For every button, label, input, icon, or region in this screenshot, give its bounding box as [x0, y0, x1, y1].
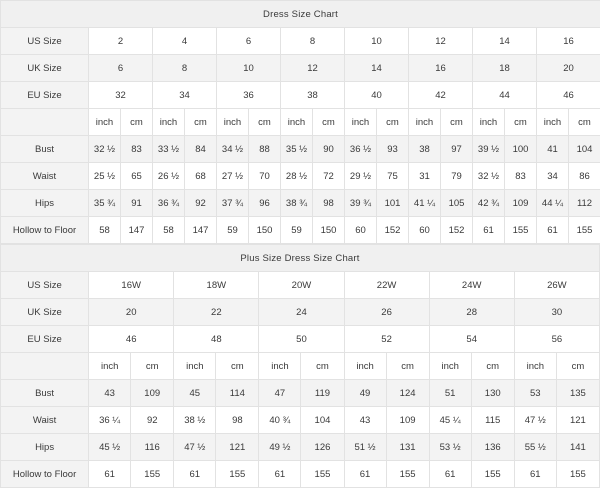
table-row-hips — [1, 190, 600, 217]
measure-cell: 152 — [441, 217, 473, 244]
table-row-bust — [1, 380, 600, 407]
measure-cell: 51 — [429, 380, 471, 407]
eu-size-value: 48 — [174, 326, 259, 353]
unit-cell: cm — [569, 109, 600, 136]
measure-cell: 98 — [216, 407, 259, 434]
measure-cell: 84 — [185, 136, 217, 163]
measure-cell: 39 ¾ — [345, 190, 377, 217]
measure-cell: 60 — [409, 217, 441, 244]
measure-cell: 37 ¾ — [217, 190, 249, 217]
us-size-value: 12 — [409, 28, 473, 55]
row-label-us-size: US Size — [1, 272, 89, 299]
measure-cell: 109 — [386, 407, 429, 434]
table-row-eu-size — [1, 326, 600, 353]
measure-cell: 91 — [121, 190, 153, 217]
measure-cell: 65 — [121, 163, 153, 190]
measure-cell: 79 — [441, 163, 473, 190]
eu-size-value: 32 — [89, 82, 153, 109]
measure-cell: 32 ½ — [473, 163, 505, 190]
measure-cell: 55 ½ — [514, 434, 556, 461]
row-label-waist: Waist — [1, 163, 89, 190]
measure-cell: 27 ½ — [217, 163, 249, 190]
measure-cell: 90 — [313, 136, 345, 163]
us-size-value: 14 — [473, 28, 537, 55]
measure-cell: 28 ½ — [281, 163, 313, 190]
table-row-bust — [1, 136, 600, 163]
unit-cell: inch — [89, 353, 131, 380]
row-label-waist: Waist — [1, 407, 89, 434]
measure-cell: 61 — [89, 461, 131, 488]
measure-cell: 61 — [473, 217, 505, 244]
unit-cell: cm — [377, 109, 409, 136]
us-size-value: 16W — [89, 272, 174, 299]
us-size-value: 6 — [217, 28, 281, 55]
measure-cell: 131 — [386, 434, 429, 461]
measure-cell: 155 — [505, 217, 537, 244]
uk-size-value: 20 — [89, 299, 174, 326]
table-row-uk-size — [1, 55, 600, 82]
unit-cell: inch — [514, 353, 556, 380]
table-row-waist — [1, 163, 600, 190]
row-label-eu-size: EU Size — [1, 326, 89, 353]
measure-cell: 109 — [505, 190, 537, 217]
measure-cell: 53 — [514, 380, 556, 407]
unit-cell: inch — [281, 109, 313, 136]
table-row-title — [1, 1, 600, 28]
measure-cell: 43 — [344, 407, 386, 434]
measure-cell: 31 — [409, 163, 441, 190]
row-label-hollow-to-floor: Hollow to Floor — [1, 461, 89, 488]
measure-cell: 47 ½ — [514, 407, 556, 434]
measure-cell: 47 — [259, 380, 301, 407]
measure-cell: 121 — [556, 407, 599, 434]
measure-cell: 61 — [537, 217, 569, 244]
measure-cell: 47 ½ — [174, 434, 216, 461]
measure-cell: 38 — [409, 136, 441, 163]
measure-cell: 41 — [537, 136, 569, 163]
measure-cell: 42 ¾ — [473, 190, 505, 217]
measure-cell: 97 — [441, 136, 473, 163]
measure-cell: 25 ½ — [89, 163, 121, 190]
measure-cell: 36 ¼ — [89, 407, 131, 434]
eu-size-value: 54 — [429, 326, 514, 353]
us-size-value: 24W — [429, 272, 514, 299]
measure-cell: 130 — [471, 380, 514, 407]
uk-size-value: 28 — [429, 299, 514, 326]
unit-cell: cm — [313, 109, 345, 136]
row-label-hollow-to-floor: Hollow to Floor — [1, 217, 89, 244]
measure-cell: 72 — [313, 163, 345, 190]
unit-cell: cm — [249, 109, 281, 136]
measure-cell: 93 — [377, 136, 409, 163]
uk-size-value: 26 — [344, 299, 429, 326]
measure-cell: 32 ½ — [89, 136, 121, 163]
measure-cell: 40 ¾ — [259, 407, 301, 434]
measure-cell: 96 — [249, 190, 281, 217]
measure-cell: 126 — [301, 434, 344, 461]
row-label-hips: Hips — [1, 190, 89, 217]
measure-cell: 155 — [569, 217, 600, 244]
measure-cell: 34 ½ — [217, 136, 249, 163]
table-row-hollow-to-floor — [1, 217, 600, 244]
eu-size-value: 40 — [345, 82, 409, 109]
measure-cell: 49 — [344, 380, 386, 407]
measure-cell: 61 — [344, 461, 386, 488]
measure-cell: 61 — [514, 461, 556, 488]
unit-cell: cm — [556, 353, 599, 380]
measure-cell: 38 ¾ — [281, 190, 313, 217]
measure-cell: 150 — [313, 217, 345, 244]
us-size-value: 22W — [344, 272, 429, 299]
unit-cell: inch — [473, 109, 505, 136]
measure-cell: 68 — [185, 163, 217, 190]
unit-cell: inch — [259, 353, 301, 380]
plus-size-dress-chart-table — [0, 244, 600, 488]
unit-cell: inch — [89, 109, 121, 136]
measure-cell: 45 ¼ — [429, 407, 471, 434]
measure-cell: 45 — [174, 380, 216, 407]
us-size-value: 26W — [514, 272, 599, 299]
measure-cell: 58 — [153, 217, 185, 244]
measure-cell: 155 — [131, 461, 174, 488]
us-size-value: 10 — [345, 28, 409, 55]
uk-size-value: 6 — [89, 55, 153, 82]
uk-size-value: 18 — [473, 55, 537, 82]
table-row-units — [1, 109, 600, 136]
unit-cell: cm — [121, 109, 153, 136]
measure-cell: 92 — [185, 190, 217, 217]
measure-cell: 70 — [249, 163, 281, 190]
uk-size-value: 10 — [217, 55, 281, 82]
row-label-bust: Bust — [1, 136, 89, 163]
measure-cell: 61 — [429, 461, 471, 488]
measure-cell: 61 — [174, 461, 216, 488]
measure-cell: 152 — [377, 217, 409, 244]
unit-cell: cm — [216, 353, 259, 380]
measure-cell: 105 — [441, 190, 473, 217]
eu-size-value: 46 — [89, 326, 174, 353]
measure-cell: 43 — [89, 380, 131, 407]
table-row-units — [1, 353, 600, 380]
row-label-eu-size: EU Size — [1, 82, 89, 109]
plus-size-title: Plus Size Dress Size Chart — [1, 245, 600, 272]
us-size-value: 18W — [174, 272, 259, 299]
unit-cell: inch — [217, 109, 249, 136]
measure-cell: 34 — [537, 163, 569, 190]
measure-cell: 83 — [121, 136, 153, 163]
measure-cell: 61 — [259, 461, 301, 488]
table-row-us-size — [1, 28, 600, 55]
measure-cell: 100 — [505, 136, 537, 163]
measure-cell: 101 — [377, 190, 409, 217]
measure-cell: 104 — [301, 407, 344, 434]
measure-cell: 75 — [377, 163, 409, 190]
us-size-value: 4 — [153, 28, 217, 55]
eu-size-value: 36 — [217, 82, 281, 109]
measure-cell: 39 ½ — [473, 136, 505, 163]
us-size-value: 2 — [89, 28, 153, 55]
us-size-value: 20W — [259, 272, 344, 299]
measure-cell: 83 — [505, 163, 537, 190]
measure-cell: 38 ½ — [174, 407, 216, 434]
eu-size-value: 46 — [537, 82, 600, 109]
uk-size-value: 30 — [514, 299, 599, 326]
table-row-hollow-to-floor — [1, 461, 600, 488]
unit-cell: inch — [429, 353, 471, 380]
measure-cell: 155 — [471, 461, 514, 488]
table-row-us-size — [1, 272, 600, 299]
plus-size-dress-chart-block — [0, 244, 600, 488]
measure-cell: 112 — [569, 190, 600, 217]
page-title: Dress Size Chart — [1, 1, 600, 28]
uk-size-value: 20 — [537, 55, 600, 82]
uk-size-value: 24 — [259, 299, 344, 326]
measure-cell: 49 ½ — [259, 434, 301, 461]
eu-size-value: 52 — [344, 326, 429, 353]
table-row-waist — [1, 407, 600, 434]
measure-cell: 59 — [281, 217, 313, 244]
uk-size-value: 12 — [281, 55, 345, 82]
measure-cell: 109 — [131, 380, 174, 407]
row-label-hips: Hips — [1, 434, 89, 461]
unit-cell: inch — [344, 353, 386, 380]
measure-cell: 155 — [216, 461, 259, 488]
measure-cell: 53 ½ — [429, 434, 471, 461]
uk-size-value: 14 — [345, 55, 409, 82]
measure-cell: 36 ¾ — [153, 190, 185, 217]
measure-cell: 51 ½ — [344, 434, 386, 461]
measure-cell: 114 — [216, 380, 259, 407]
measure-cell: 116 — [131, 434, 174, 461]
measure-cell: 59 — [217, 217, 249, 244]
eu-size-value: 56 — [514, 326, 599, 353]
uk-size-value: 16 — [409, 55, 473, 82]
measure-cell: 29 ½ — [345, 163, 377, 190]
unit-cell: inch — [345, 109, 377, 136]
measure-cell: 155 — [301, 461, 344, 488]
us-size-value: 8 — [281, 28, 345, 55]
measure-cell: 44 ¼ — [537, 190, 569, 217]
row-label-uk-size: UK Size — [1, 55, 89, 82]
measure-cell: 35 ½ — [281, 136, 313, 163]
unit-cell: inch — [153, 109, 185, 136]
table-row-hips — [1, 434, 600, 461]
measure-cell: 115 — [471, 407, 514, 434]
measure-cell: 98 — [313, 190, 345, 217]
measure-cell: 136 — [471, 434, 514, 461]
unit-cell: cm — [386, 353, 429, 380]
measure-cell: 88 — [249, 136, 281, 163]
measure-cell: 104 — [569, 136, 600, 163]
measure-cell: 155 — [556, 461, 599, 488]
measure-cell: 92 — [131, 407, 174, 434]
table-row-uk-size — [1, 299, 600, 326]
measure-cell: 147 — [185, 217, 217, 244]
measure-cell: 26 ½ — [153, 163, 185, 190]
uk-size-value: 22 — [174, 299, 259, 326]
unit-cell: cm — [471, 353, 514, 380]
eu-size-value: 44 — [473, 82, 537, 109]
measure-cell: 41 ¼ — [409, 190, 441, 217]
us-size-value: 16 — [537, 28, 600, 55]
measure-cell: 33 ½ — [153, 136, 185, 163]
measure-cell: 60 — [345, 217, 377, 244]
measure-cell: 135 — [556, 380, 599, 407]
measure-cell: 141 — [556, 434, 599, 461]
measure-cell: 35 ¾ — [89, 190, 121, 217]
measure-cell: 36 ½ — [345, 136, 377, 163]
unit-cell: inch — [409, 109, 441, 136]
measure-cell: 45 ½ — [89, 434, 131, 461]
row-label-units — [1, 109, 89, 136]
measure-cell: 155 — [386, 461, 429, 488]
measure-cell: 150 — [249, 217, 281, 244]
measure-cell: 147 — [121, 217, 153, 244]
eu-size-value: 34 — [153, 82, 217, 109]
unit-cell: cm — [185, 109, 217, 136]
measure-cell: 119 — [301, 380, 344, 407]
table-row-eu-size — [1, 82, 600, 109]
unit-cell: inch — [174, 353, 216, 380]
row-label-us-size: US Size — [1, 28, 89, 55]
uk-size-value: 8 — [153, 55, 217, 82]
unit-cell: inch — [537, 109, 569, 136]
table-row-title — [1, 245, 600, 272]
row-label-uk-size: UK Size — [1, 299, 89, 326]
unit-cell: cm — [441, 109, 473, 136]
unit-cell: cm — [131, 353, 174, 380]
measure-cell: 121 — [216, 434, 259, 461]
unit-cell: cm — [301, 353, 344, 380]
measure-cell: 86 — [569, 163, 600, 190]
eu-size-value: 38 — [281, 82, 345, 109]
measure-cell: 58 — [89, 217, 121, 244]
row-label-bust: Bust — [1, 380, 89, 407]
measure-cell: 124 — [386, 380, 429, 407]
eu-size-value: 50 — [259, 326, 344, 353]
eu-size-value: 42 — [409, 82, 473, 109]
unit-cell: cm — [505, 109, 537, 136]
row-label-units — [1, 353, 89, 380]
